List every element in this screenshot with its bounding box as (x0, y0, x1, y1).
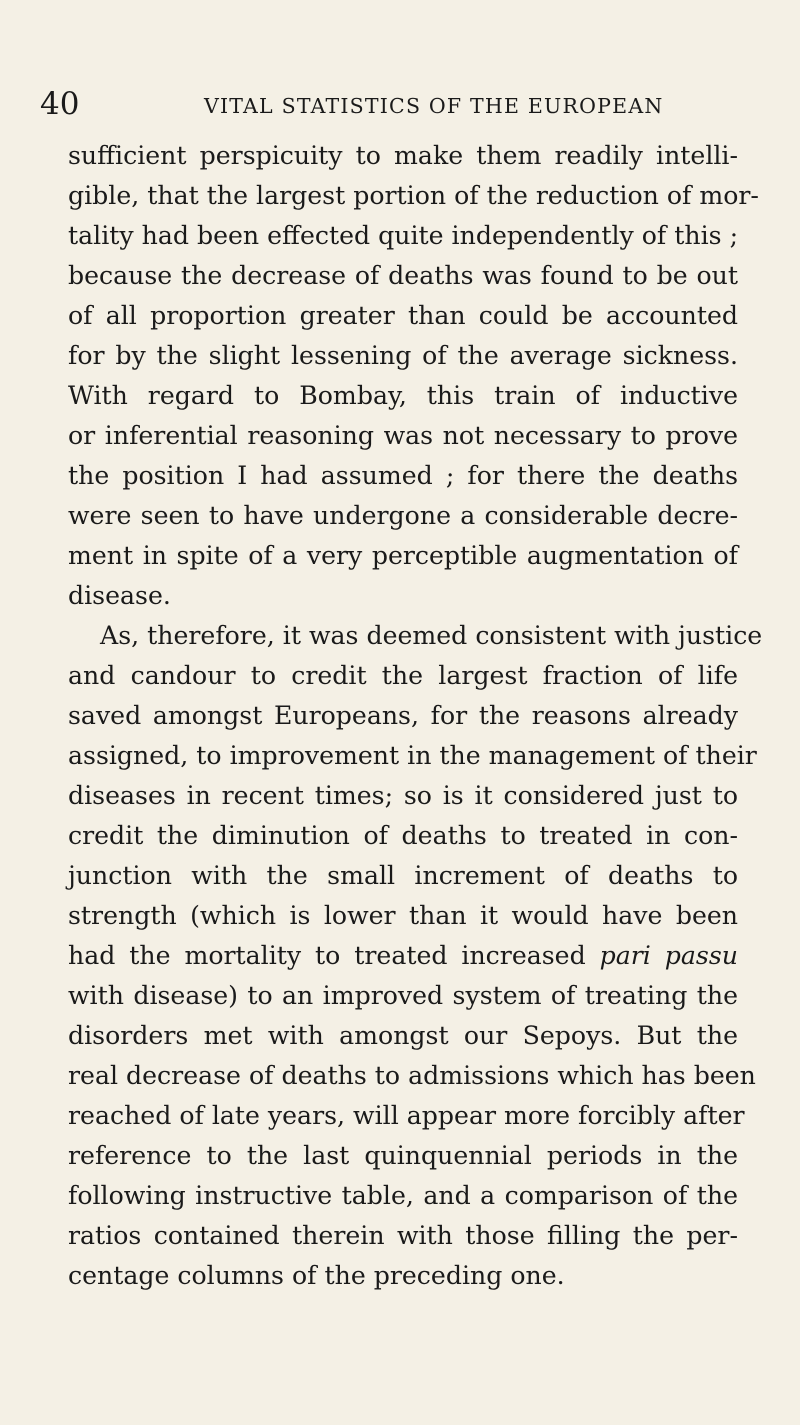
text-line: reference to the last quinquennial periods in the (68, 1141, 738, 1170)
text-line: centage columns of the preceding one. (68, 1261, 565, 1290)
text-line: or inferential reasoning was not necessary to prove (68, 421, 738, 450)
text-line: because the decrease of deaths was found to be out (68, 261, 738, 290)
text-line: of all proportion greater than could be accounted (68, 301, 738, 330)
text-line-with-italic (68, 936, 738, 976)
text-line: following instructive table, and a comparison of the (68, 1181, 738, 1210)
text-line: and candour to credit the largest fraction of life (68, 661, 738, 690)
text-line: diseases in recent times; so is it considered just to (68, 781, 738, 810)
text-line: ment in spite of a very perceptible augmentation of (68, 541, 738, 570)
text-line: sufficient perspicuity to make them readily intelli- (68, 141, 738, 170)
text-line: tality had been effected quite independently of this ; (68, 221, 739, 250)
text-line: saved amongst Europeans, for the reasons already (68, 701, 738, 730)
text-line: disorders met with amongst our Sepoys. But the (68, 1021, 738, 1050)
text-line: credit the diminution of deaths to treated in con- (68, 821, 738, 850)
text-line: for by the slight lessening of the average sickness. (68, 341, 738, 370)
text-line: were seen to have undergone a considerable decre- (68, 501, 738, 530)
text-line: with disease) to an improved system of treating the (68, 981, 738, 1010)
running-head (40, 84, 740, 124)
text-line: strength (which is lower than it would have been (68, 901, 738, 930)
text-line: the position I had assumed ; for there the deaths (68, 461, 738, 490)
italic-phrase: pari passu (599, 941, 738, 970)
text-line: ratios contained therein with those filling the per- (68, 1221, 738, 1250)
text-line: As, therefore, it was deemed consistent with justice (100, 621, 763, 650)
text-line: gible, that the largest portion of the reduction of mor- (68, 181, 759, 210)
text-run: had the mortality to treated increased (68, 941, 600, 970)
text-line: assigned, to improvement in the management of their (68, 741, 757, 770)
text-line: With regard to Bombay, this train of inductive (68, 381, 738, 410)
text-line: reached of late years, will appear more forcibly after (68, 1101, 745, 1130)
running-title: VITAL STATISTICS OF THE EUROPEAN (204, 94, 664, 118)
text-line: junction with the small increment of deaths to (68, 861, 738, 890)
page-number: 40 (40, 86, 80, 122)
text-line: disease. (68, 581, 171, 610)
text-line: real decrease of deaths to admissions which has been (68, 1061, 756, 1090)
